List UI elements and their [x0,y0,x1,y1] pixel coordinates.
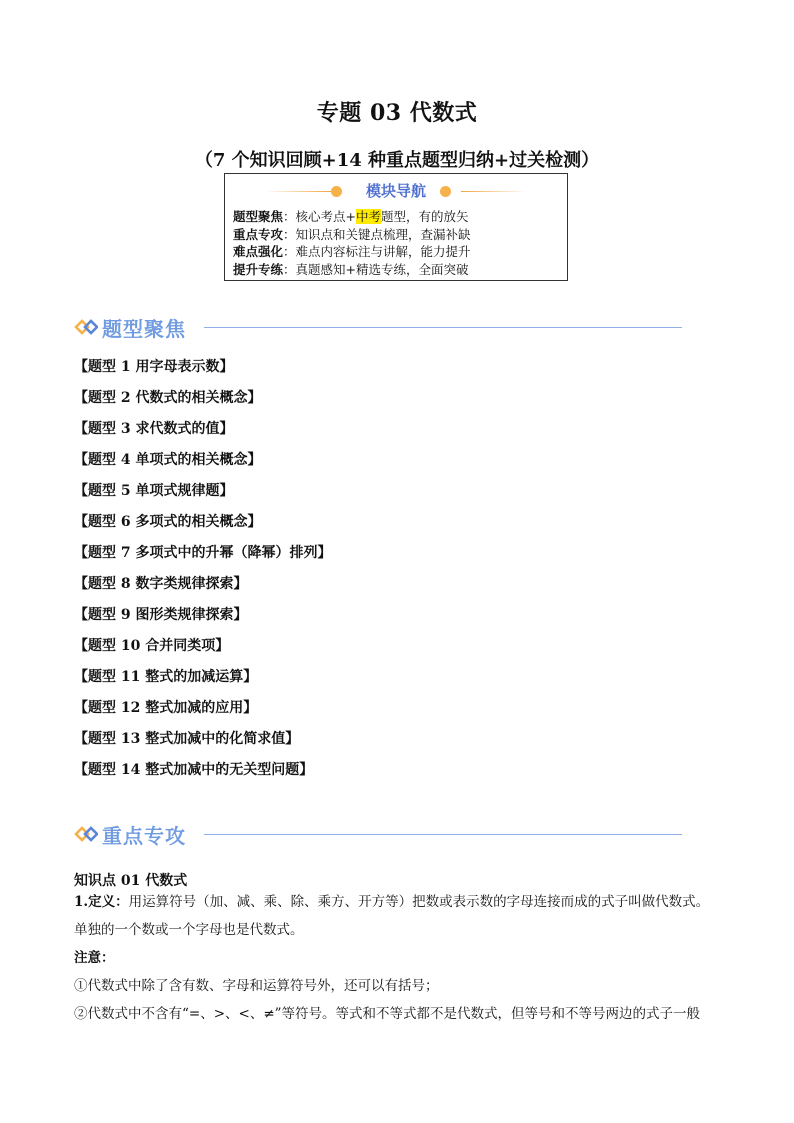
section-title: 题型聚焦 [102,317,186,341]
nav-row-key: 提升专练 [233,261,284,277]
list-item: 【题型 10 合并同类项】 [74,638,230,654]
nav-row-text: 题型，有的放矢 [381,209,469,224]
nav-row [233,208,471,226]
nav-row-text: ：真题感知+精选专练，全面突破 [283,261,469,277]
nav-row [233,261,471,279]
definition-continuation: 单独的一个数或一个字母也是代数式。 [74,922,304,938]
list-item: 【题型 1 用字母表示数】 [74,359,234,375]
note-label-text: 注意： [74,950,115,966]
module-navigation-box [224,173,568,281]
list-item: 【题型 2 代数式的相关概念】 [74,390,262,406]
double-diamond-icon [74,826,98,842]
document-title: 专题 03 代数式 [316,100,478,126]
section-rule [204,327,682,328]
definition-paragraph [74,890,764,910]
list-item: 【题型 5 单项式规律题】 [74,483,234,499]
knowledge-point-title: 知识点 01 代数式 [74,873,188,889]
nav-row [233,226,471,244]
double-diamond-icon [74,319,98,335]
module-navigation-title: 模块导航 [365,182,426,200]
module-navigation-header [225,180,567,202]
nav-row-key: 难点强化 [233,244,284,259]
nav-row-key: 重点专攻 [233,226,284,242]
nav-row-key: 题型聚焦 [233,209,284,224]
list-item: 【题型 14 整式加减中的无关型问题】 [74,762,314,778]
definition-label: 1.定义： [74,894,129,910]
list-item: 【题型 7 多项式中的升幂（降幂）排列】 [74,545,332,561]
note-item: ①代数式中除了含有数、字母和运算符号外，还可以有括号； [74,978,439,994]
list-item: 【题型 4 单项式的相关概念】 [74,452,262,468]
section-header-key-points [74,820,686,850]
nav-row-text: ：难点内容标注与讲解，能力提升 [283,244,471,259]
nav-row-text: ：核心考点+ [283,209,356,224]
note-label [74,946,764,966]
note-item: ②代数式中不含有“=、>、<、≠”等符号。等式和不等式都不是代数式，但等号和不等号两边的式子一般 [74,1006,701,1022]
list-item: 【题型 9 图形类规律探索】 [74,607,248,623]
list-item: 【题型 3 求代数式的值】 [74,421,234,437]
list-item: 【题型 12 整式加减的应用】 [74,700,258,716]
section-rule [204,834,682,835]
module-navigation-rows [233,208,471,278]
section-title: 重点专攻 [102,824,186,848]
list-item: 【题型 8 数字类规律探索】 [74,576,248,592]
highlighted-text: 中考 [356,209,382,224]
dot-icon [440,186,451,197]
list-item: 【题型 11 整式的加减运算】 [74,669,258,685]
definition-text: 用运算符号（加、减、乘、除、乘方、开方等）把数或表示数的字母连接而成的式子叫做代数式。 [128,894,710,910]
nav-row-text: ：知识点和关键点梳理，查漏补缺 [283,226,471,242]
section-header-topic-focus [74,313,686,343]
decorative-line [461,191,527,192]
list-item: 【题型 13 整式加减中的化简求值】 [74,731,300,747]
nav-row [233,243,471,261]
list-item: 【题型 6 多项式的相关概念】 [74,514,262,530]
document-subtitle: （7 个知识回顾+14 种重点题型归纳+过关检测） [194,150,600,171]
topic-list [74,356,332,790]
